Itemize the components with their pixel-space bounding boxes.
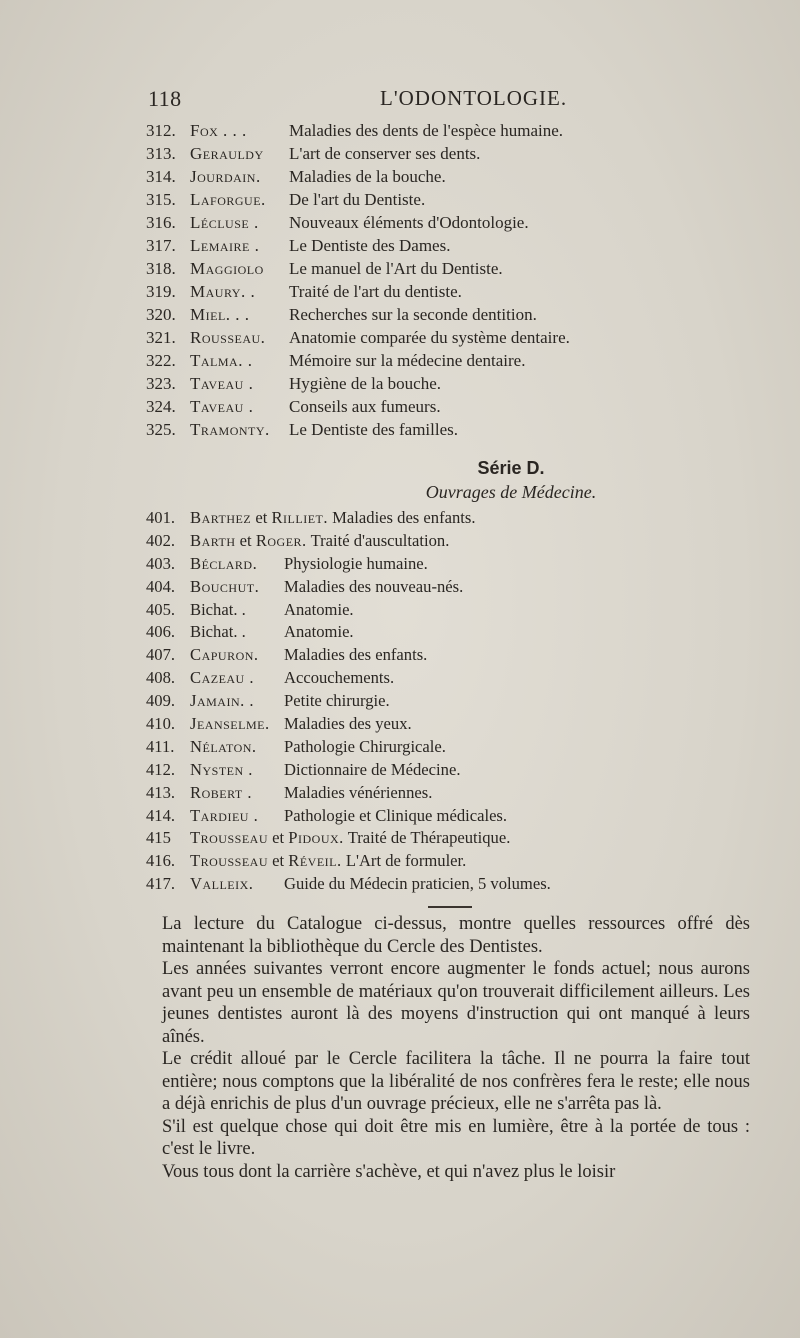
entry-author: Trousseau <box>190 828 268 848</box>
entry-number: 316. <box>146 213 176 232</box>
entry-number: 413. <box>146 782 176 802</box>
entry-title: Recherches sur la seconde dentition. <box>289 305 537 324</box>
entry-title: Maladies des yeux. <box>284 714 412 734</box>
catalog-entry <box>146 714 726 737</box>
entry-title: Pathologie Chirurgicale. <box>284 736 446 756</box>
paragraph: S'il est quelque chose qui doit être mis en lumière, être à la portée de tous : c'est le livre. <box>162 1116 750 1159</box>
catalog-entry <box>146 508 726 531</box>
entry-joiner: et <box>255 508 268 527</box>
catalog-entry <box>146 305 706 328</box>
catalog-entry <box>146 374 706 397</box>
catalog-entry <box>146 236 706 259</box>
entry-title: Accouchements. <box>284 668 395 688</box>
entry-author: Taveau . <box>190 397 254 416</box>
page-header <box>148 86 668 116</box>
entry-number: 314. <box>146 167 176 186</box>
closing-text <box>162 913 750 1183</box>
entry-number: 321. <box>146 328 176 347</box>
entry-number: 312. <box>146 121 176 140</box>
entry-author: Bichat. . <box>190 622 246 642</box>
entry-title: Maladies vénériennes. <box>284 782 433 802</box>
entry-title: Mémoire sur la médecine dentaire. <box>289 351 526 370</box>
entry-title: Maladies des dents de l'espèce humaine. <box>289 121 564 140</box>
entry-author: Gerauldy <box>190 144 264 163</box>
entry-title: Conseils aux fumeurs. <box>289 397 441 416</box>
catalog-entry <box>146 259 706 282</box>
catalog-entry <box>146 351 706 374</box>
entry-title: Maladies de la bouche. <box>289 167 446 186</box>
entry-title: Anatomie comparée du système dentaire. <box>289 328 570 347</box>
catalog-entry <box>146 828 726 851</box>
entry-author: Capuron. <box>190 645 259 665</box>
paragraph: Les années suivantes verront encore augmenter le fonds actuel; nous aurons avant peu un ensemble de matériaux qu'on trouverait difficilement ailleurs. Les jeunes dentistes auront là des moyens d'instruction qui ont manqué à leurs aînés. <box>162 959 750 1047</box>
entry-number: 412. <box>146 759 176 779</box>
catalog-entry <box>146 737 726 760</box>
entry-number: 401. <box>146 508 176 527</box>
series-title: Série D. <box>477 458 545 478</box>
entry-author: Robert . <box>190 782 252 802</box>
catalog-entry <box>146 328 706 351</box>
entry-number: 408. <box>146 668 176 688</box>
catalog-entry <box>146 282 706 305</box>
entry-title: Maladies des nouveau-nés. <box>284 576 464 596</box>
entry-author: Laforgue. <box>190 190 266 209</box>
entry-author: Jourdain. <box>190 167 261 186</box>
series-d-heading <box>146 458 726 506</box>
page-number: 118 <box>148 86 182 111</box>
entry-number: 313. <box>146 144 176 163</box>
entry-title: L'art de conserver ses dents. <box>289 144 481 163</box>
catalog-entry <box>146 691 726 714</box>
entry-author: Tardieu . <box>190 805 259 825</box>
entry-number: 317. <box>146 236 176 255</box>
entry-number: 404. <box>146 576 176 596</box>
entry-number: 406. <box>146 622 176 642</box>
entry-title: Pathologie et Clinique médicales. <box>284 805 508 825</box>
entry-number: 405. <box>146 599 176 619</box>
entry-author: Cazeau . <box>190 668 255 688</box>
entry-title: Dictionnaire de Médecine. <box>284 759 461 779</box>
entry-author: Barthez <box>190 508 252 527</box>
entry-author: Lemaire . <box>190 236 260 255</box>
entry-author: Bouchut. <box>190 576 260 596</box>
paragraph: Vous tous dont la carrière s'achève, et qui n'avez plus le loisir <box>162 1161 616 1182</box>
entry-number: 411. <box>146 736 175 756</box>
entry-number: 416. <box>146 851 176 871</box>
catalog-entry <box>146 121 706 144</box>
catalog-entry <box>146 397 706 420</box>
entry-title: Traité de l'art du dentiste. <box>289 282 462 301</box>
entry-title: Le Dentiste des familles. <box>289 420 459 439</box>
entry-author: Valleix. <box>190 874 254 894</box>
entry-authors <box>190 828 510 848</box>
entry-title: Maladies des enfants. <box>332 508 476 527</box>
entry-joiner: et <box>272 851 285 871</box>
entry-title: Le Dentiste des Dames. <box>289 236 451 255</box>
entry-number: 319. <box>146 282 176 301</box>
entry-title: Physiologie humaine. <box>284 553 428 573</box>
running-title: L'ODONTOLOGIE. <box>380 86 568 110</box>
catalog-entry <box>146 645 726 668</box>
entry-author: Jamain. . <box>190 691 255 711</box>
entry-authors <box>190 851 466 871</box>
entry-title: Traité d'auscultation. <box>310 530 450 550</box>
entry-title: De l'art du Dentiste. <box>289 190 426 209</box>
entry-author: Miel. . . <box>190 305 250 324</box>
catalog-entry <box>146 600 726 623</box>
entry-author: Jeanselme. <box>190 714 270 734</box>
entry-number: 403. <box>146 553 176 573</box>
entry-number: 322. <box>146 351 176 370</box>
entry-number: 407. <box>146 645 176 665</box>
entry-author: Trousseau <box>190 851 268 871</box>
entry-number: 315. <box>146 190 176 209</box>
entry-number: 402. <box>146 530 176 550</box>
series-d-list <box>146 508 726 897</box>
entry-number: 409. <box>146 691 176 711</box>
series-c-list <box>146 121 706 443</box>
catalog-entry <box>146 668 726 691</box>
entry-author: Lécluse . <box>190 213 259 232</box>
entry-author: Fox . . . <box>190 121 247 140</box>
paragraph: La lecture du Catalogue ci-dessus, montre quelles ressources offré dès maintenant la bibliothèque du Cercle des Dentistes. <box>162 914 750 957</box>
entry-author: Nélaton. <box>190 736 257 756</box>
entry-author-2: Roger. <box>255 530 307 550</box>
catalog-entry <box>146 190 706 213</box>
catalog-entry <box>146 783 726 806</box>
entry-title: Petite chirurgie. <box>284 691 390 711</box>
entry-author: Rousseau. <box>190 328 266 347</box>
catalog-entry <box>146 213 706 236</box>
entry-author: Béclard. <box>190 553 258 573</box>
entry-title: Hygiène de la bouche. <box>289 374 441 393</box>
entry-joiner: et <box>239 530 252 550</box>
entry-number: 417. <box>146 874 176 894</box>
entry-title: Traité de Thérapeutique. <box>347 828 511 848</box>
entry-title: Le manuel de l'Art du Dentiste. <box>289 259 503 278</box>
entry-title: L'Art de formuler. <box>345 851 467 871</box>
entry-author: Maury. . <box>190 282 256 301</box>
entry-author-2: Pidoux. <box>288 828 344 848</box>
series-subtitle: Ouvrages de Médecine. <box>425 482 597 502</box>
entry-author-2: Réveil. <box>288 851 342 871</box>
entry-title: Anatomie. <box>284 622 354 642</box>
catalog-entry <box>146 577 726 600</box>
entry-author: Tramonty. <box>190 420 270 439</box>
entry-author: Maggiolo <box>190 259 264 278</box>
entry-author: Nysten . <box>190 759 253 779</box>
entry-number: 318. <box>146 259 176 278</box>
entry-author: Taveau . <box>190 374 254 393</box>
entry-title: Nouveaux éléments d'Odontologie. <box>289 213 529 232</box>
entry-number: 415 <box>146 828 171 848</box>
section-divider <box>428 906 472 908</box>
entry-authors <box>190 531 449 551</box>
entry-title: Guide du Médecin praticien, 5 volumes. <box>284 874 551 894</box>
catalog-entry <box>146 167 706 190</box>
entry-joiner: et <box>272 828 285 848</box>
entry-number: 320. <box>146 305 176 324</box>
entry-authors <box>190 508 475 528</box>
entry-title: Anatomie. <box>284 599 354 619</box>
entry-author: Barth <box>190 530 236 550</box>
entry-author: Talma. . <box>190 351 253 370</box>
entry-number: 414. <box>146 805 176 825</box>
catalog-entry <box>146 420 706 443</box>
entry-title: Maladies des enfants. <box>284 645 428 665</box>
catalog-entry <box>146 144 706 167</box>
catalog-entry <box>146 531 726 554</box>
entry-number: 324. <box>146 397 176 416</box>
paragraph: Le crédit alloué par le Cercle facilitera la tâche. Il ne pourra la faire tout entière; nous comptons que la libéralité de nos confrères fera le reste; elle nous a déjà enrichis de plus d'un ouvrage précieux, elle ne s'arrêta pas là. <box>162 1049 750 1114</box>
entry-author: Bichat. . <box>190 599 246 619</box>
entry-number: 323. <box>146 374 176 393</box>
entry-number: 410. <box>146 714 176 734</box>
entry-number: 325. <box>146 420 176 439</box>
catalog-entry <box>146 851 726 874</box>
entry-author-2: Rilliet. <box>271 508 329 527</box>
catalog-entry <box>146 622 726 645</box>
catalog-entry <box>146 874 726 897</box>
catalog-entry <box>146 806 726 829</box>
catalog-entry <box>146 760 726 783</box>
catalog-entry <box>146 554 726 577</box>
